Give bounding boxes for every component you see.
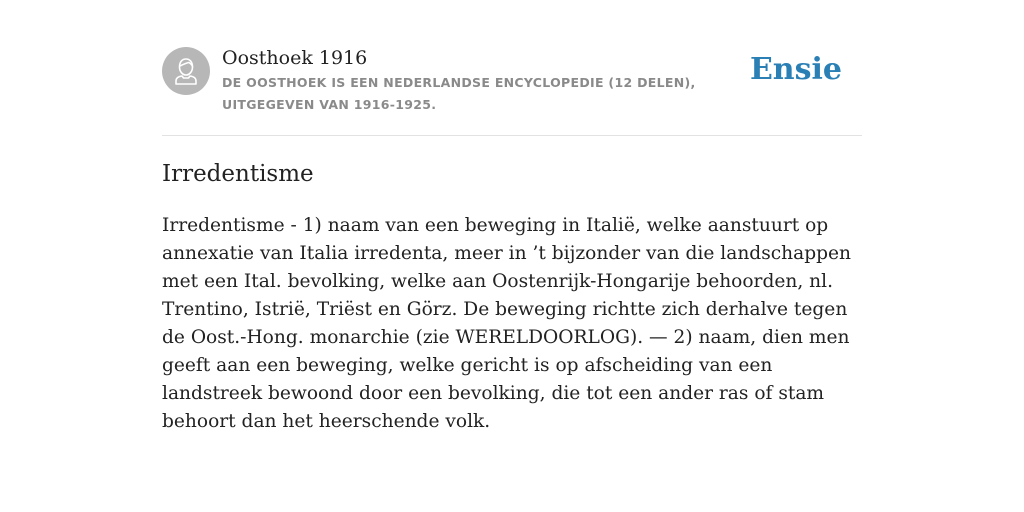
source-avatar[interactable] (162, 47, 210, 95)
page-title: Irredentisme (162, 161, 314, 187)
source-header (162, 46, 862, 118)
header-divider (162, 135, 862, 136)
source-description: DE OOSTHOEK IS EEN NEDERLANDSE ENCYCLOPEDIE (12 DELEN), UITGEGEVEN VAN 1916-1925. (222, 75, 696, 112)
user-silhouette-icon (162, 47, 210, 95)
ensie-logo[interactable]: Ensie (749, 52, 842, 87)
entry-body-text: Irredentisme - 1) naam van een beweging in Italië, welke aanstuurt op annexatie van Italia irredenta, meer in ’t bijzonder van die landschappen met een Ital. bevolking, welke aan Oostenrijk-Hongarije behoorden, nl. Trentino, Istrië, Triëst en Görz. De beweging richtte zich derhalve tegen de Oost.-Hong. monarchie (zie WERELDOORLOG). — 2) naam, dien men geeft aan een beweging, welke gericht is op afscheiding van een landstreek bewoond door een bevolking, die tot een ander ras of stam behoort dan het heerschende volk. (162, 215, 851, 432)
source-name[interactable]: Oosthoek 1916 (222, 47, 368, 69)
